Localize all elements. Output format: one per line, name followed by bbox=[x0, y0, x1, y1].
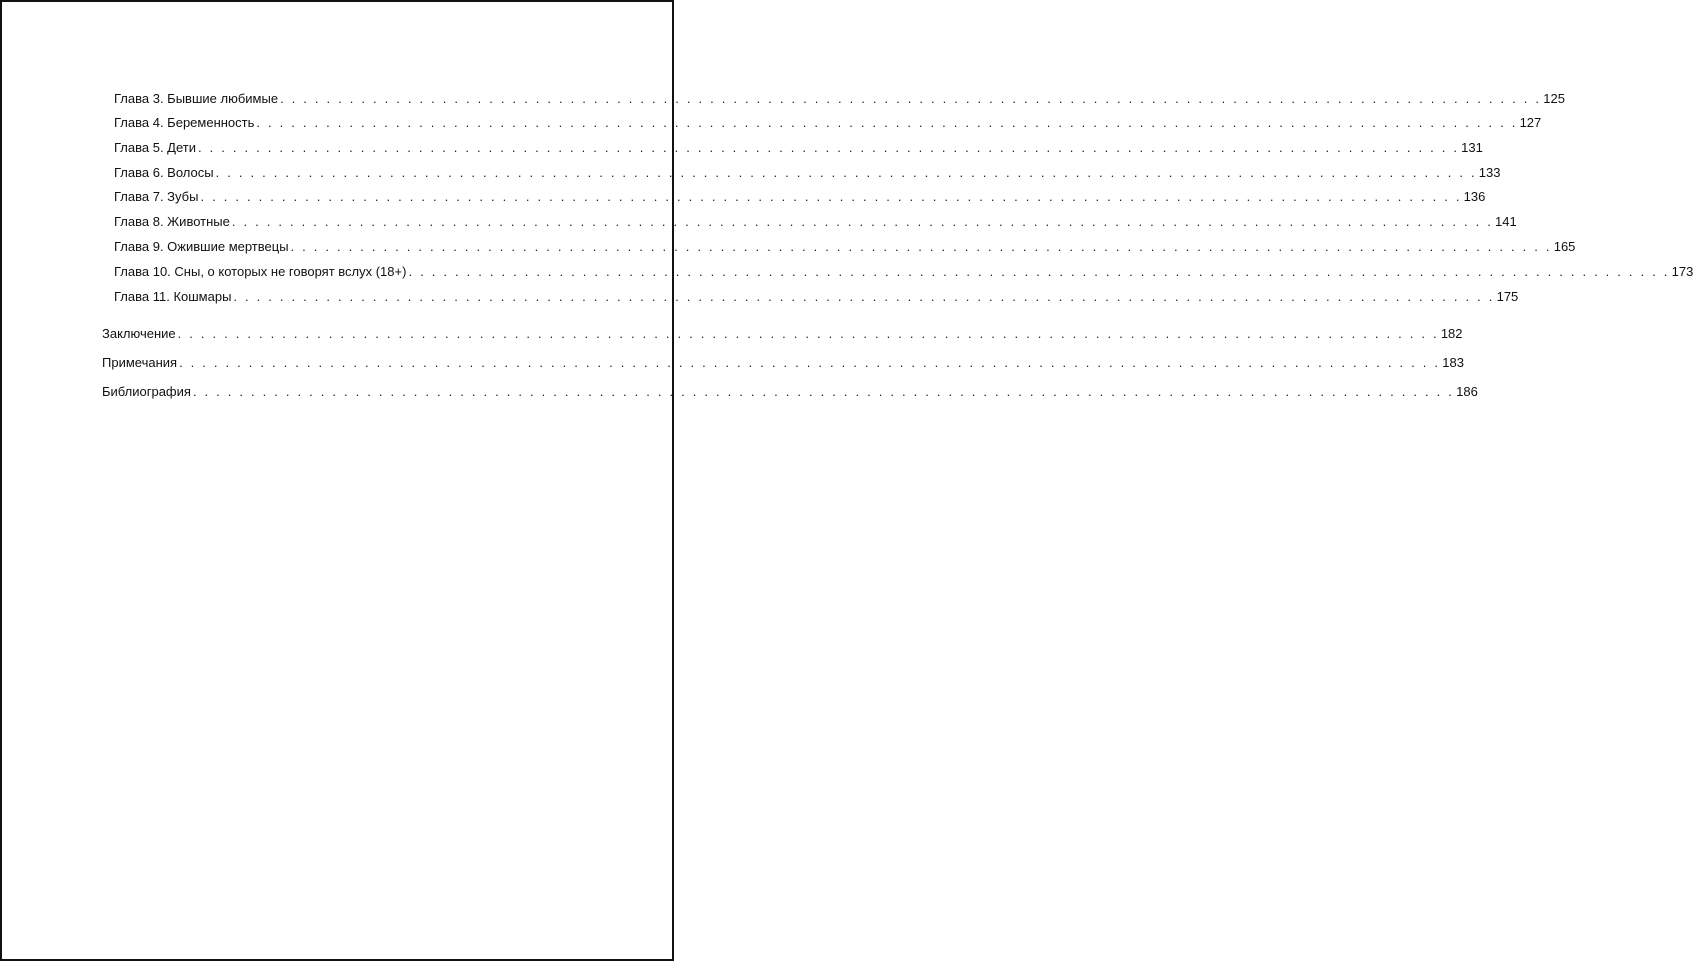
toc-entry-page-number: 127 bbox=[1519, 115, 1542, 130]
dot-leader: . . . . . . . . . . . . . . . . . . . . . . . . . . . . . . . . . . . . . . . . . . . . . . . . . . . . . . . . . . . . . . . . . . . . . . . . . . . . . . . . . . . . . . . . . . . . . . . . . . . . . . . . . . . . . bbox=[179, 355, 1441, 370]
toc-entry-chapter-9[interactable] bbox=[114, 239, 1576, 255]
toc-entry-page-number: 131 bbox=[1461, 140, 1483, 155]
dot-leader: . . . . . . . . . . . . . . . . . . . . . . . . . . . . . . . . . . . . . . . . . . . . . . . . . . . . . . . . . . . . . . . . . . . . . . . . . . . . . . . . . . . . . . . . . . . . . . . . . . . . . . . . . . . . . bbox=[200, 189, 1462, 204]
toc-entry-title: Глава 10. Сны, о которых не говорят вслух (18+) bbox=[114, 264, 407, 279]
dot-leader: . . . . . . . . . . . . . . . . . . . . . . . . . . . . . . . . . . . . . . . . . . . . . . . . . . . . . . . . . . . . . . . . . . . . . . . . . . . . . . . . . . . . . . . . . . . . . . . . . . . . . . . . . . . . . bbox=[256, 115, 1518, 130]
toc-entry-bibliography[interactable] bbox=[102, 384, 1478, 400]
toc-entry-page-number: 175 bbox=[1496, 289, 1519, 304]
toc-entry-title: Глава 6. Волосы bbox=[114, 165, 214, 180]
toc-entry-title: Глава 4. Беременность bbox=[114, 115, 255, 130]
toc-entry-chapter-6[interactable] bbox=[114, 165, 1501, 181]
dot-leader: . . . . . . . . . . . . . . . . . . . . . . . . . . . . . . . . . . . . . . . . . . . . . . . . . . . . . . . . . . . . . . . . . . . . . . . . . . . . . . . . . . . . . . . . . . . . . . . . . . . . . . . . . . . . . bbox=[290, 239, 1552, 254]
toc-entry-chapter-7[interactable] bbox=[114, 189, 1486, 205]
dot-leader: . . . . . . . . . . . . . . . . . . . . . . . . . . . . . . . . . . . . . . . . . . . . . . . . . . . . . . . . . . . . . . . . . . . . . . . . . . . . . . . . . . . . . . . . . . . . . . . . . . . . . . . . . . . . . bbox=[231, 214, 1494, 229]
toc-entry-title: Примечания bbox=[102, 355, 178, 370]
toc-entry-title: Заключение bbox=[102, 326, 176, 341]
toc-entry-page-number: 133 bbox=[1478, 165, 1501, 180]
toc-entry-page-number: 165 bbox=[1553, 239, 1576, 254]
dot-leader: . . . . . . . . . . . . . . . . . . . . . . . . . . . . . . . . . . . . . . . . . . . . . . . . . . . . . . . . . . . . . . . . . . . . . . . . . . . . . . . . . . . . . . . . . . . . . . . . . . . . . . . . . . . . . bbox=[408, 264, 1670, 279]
toc-entry-title: Глава 5. Дети bbox=[114, 140, 196, 155]
toc-entry-title: Глава 8. Животные bbox=[114, 214, 230, 229]
toc-entry-title: Глава 7. Зубы bbox=[114, 189, 199, 204]
toc-entry-chapter-3[interactable] bbox=[114, 91, 1565, 107]
toc-entry-chapter-10[interactable] bbox=[114, 264, 1693, 280]
toc-entry-notes[interactable] bbox=[102, 355, 1464, 371]
toc-entry-title: Библиография bbox=[102, 384, 191, 399]
toc-entry-page-number: 186 bbox=[1456, 384, 1478, 399]
toc-entry-title: Глава 3. Бывшие любимые bbox=[114, 91, 279, 106]
toc-entry-page-number: 125 bbox=[1543, 91, 1565, 106]
toc-entry-chapter-5[interactable] bbox=[114, 140, 1483, 156]
toc-entry-page-number: 136 bbox=[1463, 189, 1486, 204]
toc-entry-page-number: 141 bbox=[1495, 214, 1517, 229]
dot-leader: . . . . . . . . . . . . . . . . . . . . . . . . . . . . . . . . . . . . . . . . . . . . . . . . . . . . . . . . . . . . . . . . . . . . . . . . . . . . . . . . . . . . . . . . . . . . . . . . . . . . . . . . . . . . . bbox=[215, 165, 1477, 180]
dot-leader: . . . . . . . . . . . . . . . . . . . . . . . . . . . . . . . . . . . . . . . . . . . . . . . . . . . . . . . . . . . . . . . . . . . . . . . . . . . . . . . . . . . . . . . . . . . . . . . . . . . . . . . . . . . . . bbox=[280, 91, 1542, 106]
dot-leader: . . . . . . . . . . . . . . . . . . . . . . . . . . . . . . . . . . . . . . . . . . . . . . . . . . . . . . . . . . . . . . . . . . . . . . . . . . . . . . . . . . . . . . . . . . . . . . . . . . . . . . . . . . . . . bbox=[198, 140, 1460, 155]
toc-entry-page-number: 183 bbox=[1442, 355, 1464, 370]
toc-entry-page-number: 173 bbox=[1671, 264, 1693, 279]
toc-entry-page-number: 182 bbox=[1440, 326, 1463, 341]
dot-leader: . . . . . . . . . . . . . . . . . . . . . . . . . . . . . . . . . . . . . . . . . . . . . . . . . . . . . . . . . . . . . . . . . . . . . . . . . . . . . . . . . . . . . . . . . . . . . . . . . . . . . . . . . . . . . bbox=[177, 326, 1439, 341]
toc-entry-chapter-11[interactable] bbox=[114, 289, 1519, 305]
toc-entry-conclusion[interactable] bbox=[102, 326, 1463, 342]
toc-entry-chapter-4[interactable] bbox=[114, 115, 1542, 131]
toc-entry-title: Глава 9. Ожившие мертвецы bbox=[114, 239, 289, 254]
dot-leader: . . . . . . . . . . . . . . . . . . . . . . . . . . . . . . . . . . . . . . . . . . . . . . . . . . . . . . . . . . . . . . . . . . . . . . . . . . . . . . . . . . . . . . . . . . . . . . . . . . . . . . . . . . . . . bbox=[192, 384, 1455, 399]
dot-leader: . . . . . . . . . . . . . . . . . . . . . . . . . . . . . . . . . . . . . . . . . . . . . . . . . . . . . . . . . . . . . . . . . . . . . . . . . . . . . . . . . . . . . . . . . . . . . . . . . . . . . . . . . . . . . bbox=[233, 289, 1495, 304]
toc-entry-chapter-8[interactable] bbox=[114, 214, 1517, 230]
toc-entry-title: Глава 11. Кошмары bbox=[114, 289, 232, 304]
